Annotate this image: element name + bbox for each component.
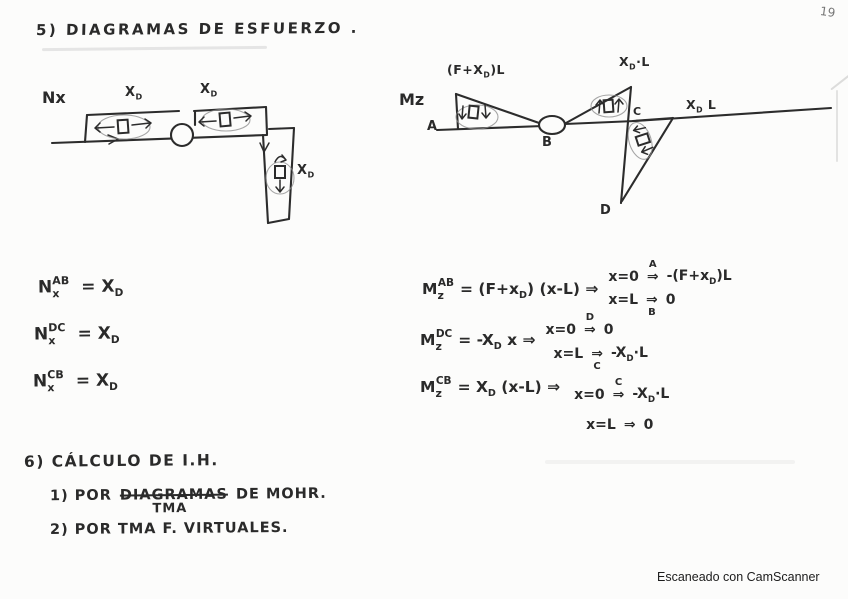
section6-heading: 6) CÁLCULO DE I.H. <box>23 451 219 471</box>
moment-equation-ab <box>422 259 732 318</box>
equation-superscript: AB <box>437 277 454 289</box>
nx-axis-label: Nx <box>42 88 66 107</box>
branch-condition: x=L <box>553 346 584 363</box>
equation-rhs: = $X_D$ <box>77 323 120 347</box>
branch-result: $-(F+x_D)L$ <box>666 268 732 287</box>
item1-correction: TMA <box>152 501 188 517</box>
moment-direction-symbol <box>624 119 657 162</box>
point-label-a: A <box>427 119 438 134</box>
arrow-glyph: ⇒ <box>591 346 603 363</box>
equation-superscript: AB <box>52 274 70 288</box>
axis-arrowhead-right <box>108 135 118 144</box>
equation-base: M <box>420 378 436 396</box>
arrow-glyph: ⇒ <box>646 291 658 308</box>
joint-hinge-circle <box>171 124 193 146</box>
moment-direction-symbol <box>456 105 498 129</box>
branch-point-label: C <box>614 377 623 389</box>
axial-equation-cb <box>32 368 118 395</box>
camscanner-watermark: Escaneado con CamScanner <box>657 570 820 584</box>
equation-subscript: x <box>47 381 55 395</box>
nx-value-ab: $X_D$ <box>125 85 143 102</box>
branch-point-label: A <box>648 259 657 271</box>
evaluation-branch <box>608 291 731 318</box>
moment-equation-dc <box>420 312 648 373</box>
nx-box-cd-top-edge <box>269 128 294 129</box>
evaluation-branch <box>545 312 648 338</box>
implies-arrow <box>645 259 661 286</box>
implies-arrow <box>589 346 605 373</box>
implies-arrow <box>644 291 660 318</box>
implies-arrow <box>622 417 638 433</box>
item1-struck-word: DIAGRAMAS TMA <box>119 486 229 517</box>
implies-arrow <box>582 312 598 338</box>
section5-title: 5) DIAGRAMAS DE ESFUERZO . <box>35 18 360 40</box>
joint-hinge-circle-b <box>539 116 565 134</box>
mz-value-bc: $X_D\cdot L$ <box>619 54 650 72</box>
arrow-glyph: ⇒ <box>612 387 625 404</box>
scan-smudge <box>42 46 267 51</box>
equation-subscript: z <box>437 289 444 302</box>
point-label-b: B <box>542 135 552 150</box>
nx-box-cd-bottom-edge <box>268 219 289 223</box>
nx-box-ab-left-edge <box>85 115 87 142</box>
mz-triangle-bc-hypotenuse <box>566 87 631 123</box>
branch-result: 0 <box>603 322 614 338</box>
point-label-c: C <box>633 105 642 118</box>
page-number: 19 <box>819 4 837 20</box>
equation-expression: = $X_D$ (x-L) ⇒ <box>457 378 561 400</box>
branch-result: $-X_D\cdot L$ <box>632 386 670 405</box>
evaluation-branch <box>574 377 670 405</box>
arrow-glyph: ⇒ <box>623 416 636 433</box>
branch-condition: x=0 <box>608 269 639 286</box>
equation-superscript: CB <box>47 368 64 382</box>
equation-subscript: x <box>48 334 56 348</box>
equation-base: N <box>32 371 48 392</box>
arrow-glyph: ⇒ <box>646 269 659 286</box>
branch-result: $-X_D\cdot L$ <box>610 345 648 364</box>
section6-item2: 2) POR TMA F. VIRTUALES. <box>49 519 289 539</box>
point-label-d: D <box>600 203 611 218</box>
equation-subscript: z <box>435 387 442 400</box>
mz-value-cd: $X_D$ L <box>686 97 717 115</box>
branch-condition: x=L <box>608 291 639 308</box>
axial-equation-dc <box>33 321 120 348</box>
axial-force-diagram <box>30 78 340 238</box>
branch-result: 0 <box>643 416 654 433</box>
branch-condition: x=L <box>586 416 616 433</box>
scan-smudge <box>545 460 795 464</box>
equation-rhs: = $X_D$ <box>75 370 118 394</box>
branch-point-label: B <box>648 306 656 318</box>
implies-arrow <box>611 377 627 404</box>
moment-equation-cb <box>420 372 669 433</box>
evaluation-branch <box>608 259 732 287</box>
branch-condition: x=0 <box>574 387 605 404</box>
nx-value-bc: $X_D$ <box>200 82 218 99</box>
equation-expression: = $-X_D$ x ⇒ <box>458 331 536 353</box>
item1-prefix: 1) POR <box>49 487 112 505</box>
equation-subscript: x <box>52 287 60 301</box>
equation-expression: = $(F+x_D)$ (x-L) ⇒ <box>459 280 599 302</box>
branch-condition: x=0 <box>545 322 577 338</box>
equation-base: M <box>420 331 436 349</box>
evaluation-branch <box>553 345 648 373</box>
branch-point-label: D <box>585 312 595 323</box>
equation-base: M <box>422 280 438 298</box>
mz-axis-label: Mz <box>399 90 425 109</box>
equation-base: N <box>37 277 53 298</box>
equation-superscript: DC <box>435 328 453 340</box>
mz-triangle-cd-top-edge <box>633 118 673 121</box>
item1-suffix: DE MOHR. <box>235 485 327 503</box>
equation-superscript: CB <box>435 375 452 387</box>
tension-direction-symbol <box>199 109 251 131</box>
arrow-glyph: ⇒ <box>584 322 596 338</box>
axial-equation-ab <box>37 274 124 301</box>
equation-base: N <box>33 324 49 345</box>
equation-subscript: z <box>435 340 442 353</box>
nx-box-bc-right-edge <box>266 107 267 134</box>
tension-direction-symbol <box>95 115 151 139</box>
branch-result: 0 <box>665 291 676 308</box>
equation-rhs: = $X_D$ <box>81 276 124 300</box>
section6-item1 <box>49 485 327 517</box>
nx-box-ab-top-edge <box>87 111 179 115</box>
branch-point-label: C <box>593 361 601 373</box>
evaluation-branch <box>586 417 669 433</box>
nx-value-cd: $X_D$ <box>297 163 315 180</box>
mz-value-ab: $(F+X_D)L$ <box>447 62 505 80</box>
equation-superscript: DC <box>48 321 66 335</box>
